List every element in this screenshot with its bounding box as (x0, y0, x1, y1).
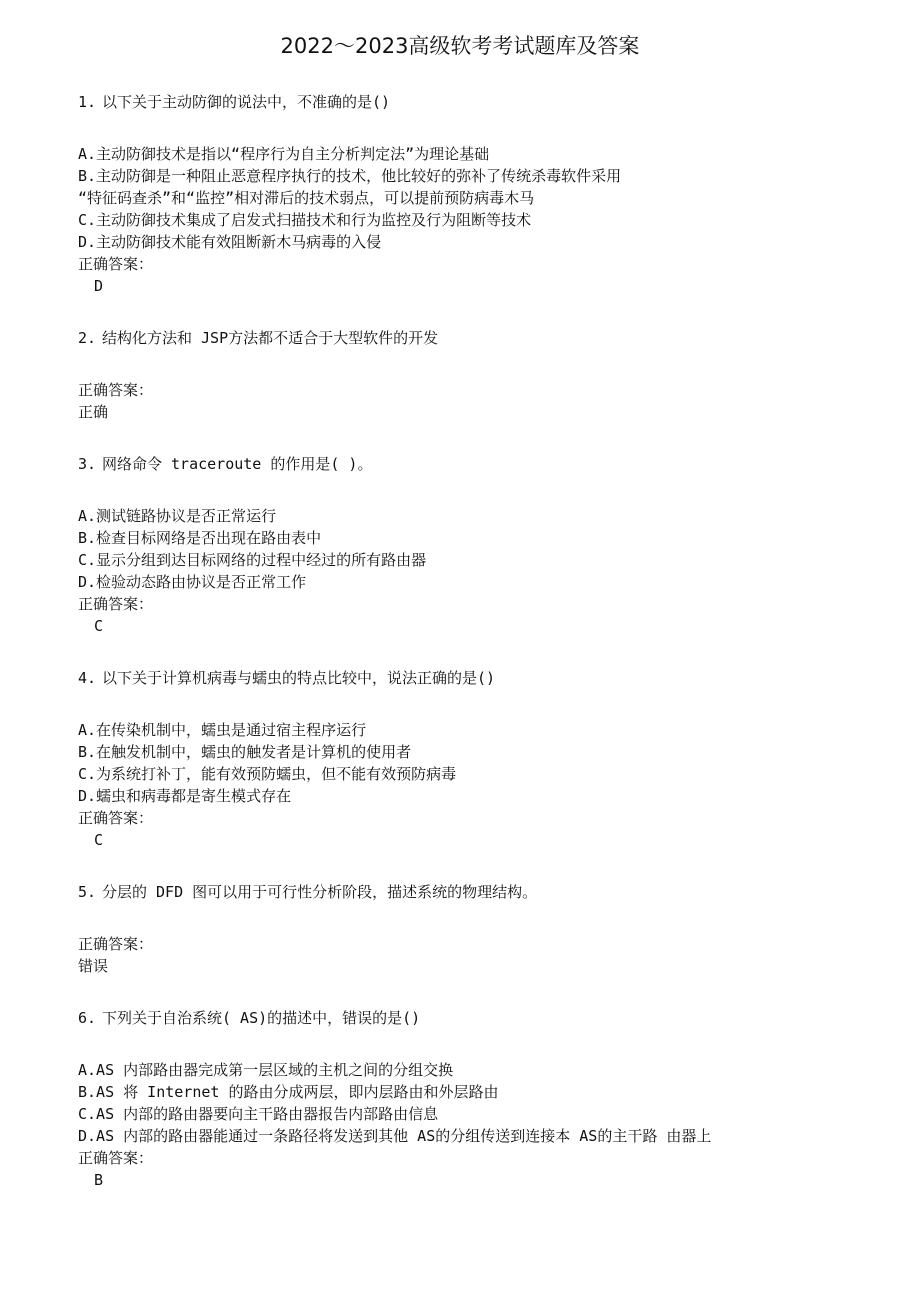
question-1 (78, 91, 390, 113)
option: D.检验动态路由协议是否正常工作 (78, 573, 307, 591)
answer-value: D (94, 277, 104, 295)
option: A.主动防御技术是指以“程序行为自主分析判定法”为理论基础 (78, 145, 490, 163)
option: D.蠕虫和病毒都是寄生模式存在 (78, 787, 292, 805)
answer-label: 正确答案： (78, 595, 154, 613)
answer-value: C (94, 831, 104, 849)
answer-label: 正确答案： (78, 255, 154, 273)
option: A.AS 内部路由器完成第一层区域的主机之间的分组交换 (78, 1061, 454, 1079)
option: C.主动防御技术集成了启发式扫描技术和行为监控及行为阻断等技术 (78, 211, 532, 229)
answer-label: 正确答案： (78, 935, 154, 953)
option: A.测试链路协议是否正常运行 (78, 507, 277, 525)
option: B.AS 将 Internet 的路由分成两层，即内层路由和外层路由 (78, 1083, 499, 1101)
question-text: 网络命令 traceroute 的作用是( )。 (102, 455, 373, 473)
question-text: 分层的 DFD 图可以用于可行性分析阶段，描述系统的物理结构。 (102, 883, 538, 901)
option: C.显示分组到达目标网络的过程中经过的所有路由器 (78, 551, 427, 569)
option: A.在传染机制中，蠕虫是通过宿主程序运行 (78, 721, 367, 739)
option: B.在触发机制中，蠕虫的触发者是计算机的使用者 (78, 743, 412, 761)
question-4 (78, 667, 495, 689)
question-number: 3. (78, 455, 97, 473)
question-2 (78, 327, 438, 349)
question-number: 1. (78, 93, 97, 111)
question-text: 以下关于主动防御的说法中，不准确的是() (102, 93, 391, 111)
question-5 (78, 881, 537, 903)
question-number: 2. (78, 329, 97, 347)
option: D.主动防御技术能有效阻断新木马病毒的入侵 (78, 233, 382, 251)
option: B.主动防御是一种阻止恶意程序执行的技术，他比较好的弥补了传统杀毒软件采用 (78, 167, 622, 185)
question-number: 5. (78, 883, 97, 901)
answer-label: 正确答案： (78, 809, 154, 827)
answer-value: C (94, 617, 104, 635)
option: C.为系统打补丁，能有效预防蠕虫，但不能有效预防病毒 (78, 765, 457, 783)
question-number: 6. (78, 1009, 97, 1027)
answer-value: 正确 (78, 403, 109, 421)
option: B.检查目标网络是否出现在路由表中 (78, 529, 322, 547)
answer-value: 错误 (78, 957, 109, 975)
document-title: 2022～2023高级软考考试题库及答案 (280, 34, 640, 58)
option: D.AS 内部的路由器能通过一条路径将发送到其他 AS的分组传送到连接本 AS的主干路 由器上 (78, 1127, 712, 1145)
question-text: 下列关于自治系统( AS)的描述中，错误的是() (102, 1009, 421, 1027)
question-3 (78, 453, 372, 475)
answer-label: 正确答案： (78, 381, 154, 399)
question-text: 以下关于计算机病毒与蠕虫的特点比较中，说法正确的是() (102, 669, 496, 687)
question-number: 4. (78, 669, 97, 687)
question-6 (78, 1007, 420, 1029)
option-continuation: “特征码查杀”和“监控”相对滞后的技术弱点，可以提前预防病毒木马 (78, 189, 535, 207)
option: C.AS 内部的路由器要向主干路由器报告内部路由信息 (78, 1105, 439, 1123)
answer-label: 正确答案： (78, 1149, 154, 1167)
question-text: 结构化方法和 JSP方法都不适合于大型软件的开发 (102, 329, 439, 347)
answer-value: B (94, 1171, 104, 1189)
